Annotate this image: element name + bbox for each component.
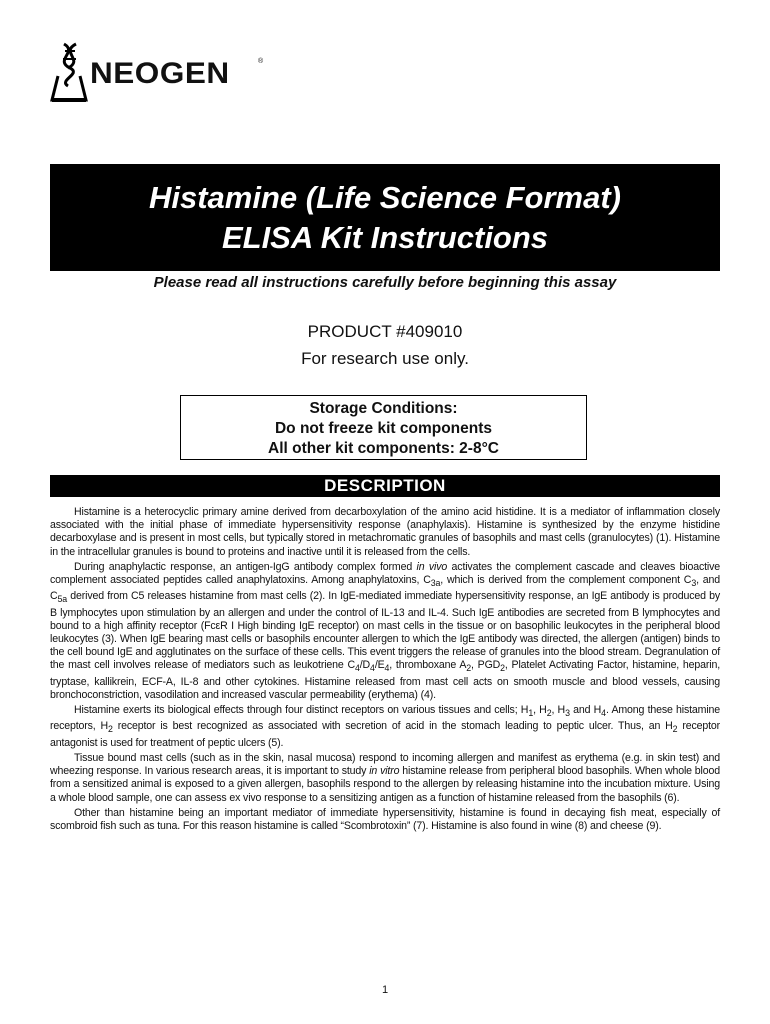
title-line-1: Histamine (Life Science Format) (148, 180, 621, 215)
title-line-2: ELISA Kit Instructions (221, 220, 549, 255)
neogen-logo (50, 42, 290, 104)
paragraph-4: Tissue bound mast cells (such as in the skin, nasal mucosa) respond to incoming allergen and manifest as erythema (e.g. in skin test) and wheezing response. In various research areas, it is important to study in vitro histamine release from peripheral blood basophils. When whole blood from a sensitized animal is exposed to a given allergen, basophils respond to the allergen by releasing histamine into the incubation mixture. Using a whole blood sample, one can assess ex vivo response to a sensitizing antigen as a function of histamine released from the basophils (6). (50, 752, 720, 804)
instructions-note: Please read all instructions carefully before beginning this assay (153, 274, 617, 291)
trademark-mark: ® (258, 58, 264, 65)
section-heading-description: DESCRIPTION (50, 475, 720, 497)
page-number: 1 (381, 984, 389, 996)
storage-line-2: All other kit components: 2-8°C (268, 440, 499, 457)
storage-heading: Storage Conditions: (309, 400, 458, 417)
description-body (50, 506, 720, 835)
product-info (50, 318, 720, 372)
paragraph-2: During anaphylactic response, an antigen-IgG antibody complex formed in vivo activates the complement cascade and cleaves bioactive complement associated peptides called anaphylatoxins. Among anaphylatoxins, $C_{3a}$, which is derived from the complement component $C_3$, and $C_{5a}$ derived from C5 releases histamine from mast cells (2). In IgE-mediated immediate hypersensitivity response, an IgE antibody is produced by B lymphocytes upon stimulation by an allergen and under the control of IL-13 and IL-4. Such IgE antibodies are secreted from B lymphocytes and bound to a high affinity receptor (FcεR I High binding IgE receptor) on mast cells in the tissue or on basophilic leukocytes in the peripheral blood leukocytes (3). When IgE bearing mast cells or basophils encounter allergen to which the IgE antibody was directed, the allergen (antigen) binds to the cell bound IgE and agglutinates on the surface of these cells. This event triggers the release of granules into the blood stream. Degranulation of the mast cell involves release of mediators such as leukotriene $C_4/D_4/E_4$, thromboxane $A_2$, $PGD_2$, Platelet Activating Factor, histamine, heparin, tryptase, kallikrein, ECF-A, IL-8 and other cytokines. Histamine released from mast cell acts on smooth muscle and blood vessels, causing bronchoconstriction, vasodilation and increased vascular permeability (erythema) (4). (50, 560, 721, 701)
brand-wordmark: NEOGEN (90, 57, 230, 90)
paragraph-5: Other than histamine being an important mediator of immediate hypersensitivity, histamine is found in decaying fish meat, especially of scombroid fish such as tuna. For this reason histamine is called “Scombrotoxin” (7). Histamine is also found in wine (8) and cheese (9). (50, 806, 720, 833)
dna-flask-icon (50, 42, 90, 104)
storage-conditions-box (180, 395, 587, 460)
research-use-note: For research use only. (301, 349, 469, 368)
paragraph-1: Histamine is a heterocyclic primary amine derived from decarboxylation of the amino acid histidine. It is a mediator of inflammation closely associated with the initial phase of immediate hypersensitivity response (anaphylaxis). Histamine is synthesized by the enzyme histidine decarboxylase and is present in most cells, but typically stored in metachromatic granules of basophils and mast cells (granulocytes) (1). Histamine in the intracellular granules is bound to proteins and inactive until it is released from the cells. (50, 506, 720, 558)
document-title (50, 164, 720, 271)
paragraph-3: Histamine exerts its biological effects through four distinct receptors on various tissues and cells; $H_1$, $H_2$, $H_3$ and $H_4$. Among these histamine receptors, $H_2$ receptor is best recognized as associated with secretion of acid in the stomach leading to peptic ulcer. Thus, an $H_2$ receptor antagonist is used for treatment of peptic ulcers (5). (50, 704, 721, 749)
storage-line-1: Do not freeze kit components (274, 420, 493, 437)
product-number: PRODUCT #409010 (307, 322, 463, 341)
